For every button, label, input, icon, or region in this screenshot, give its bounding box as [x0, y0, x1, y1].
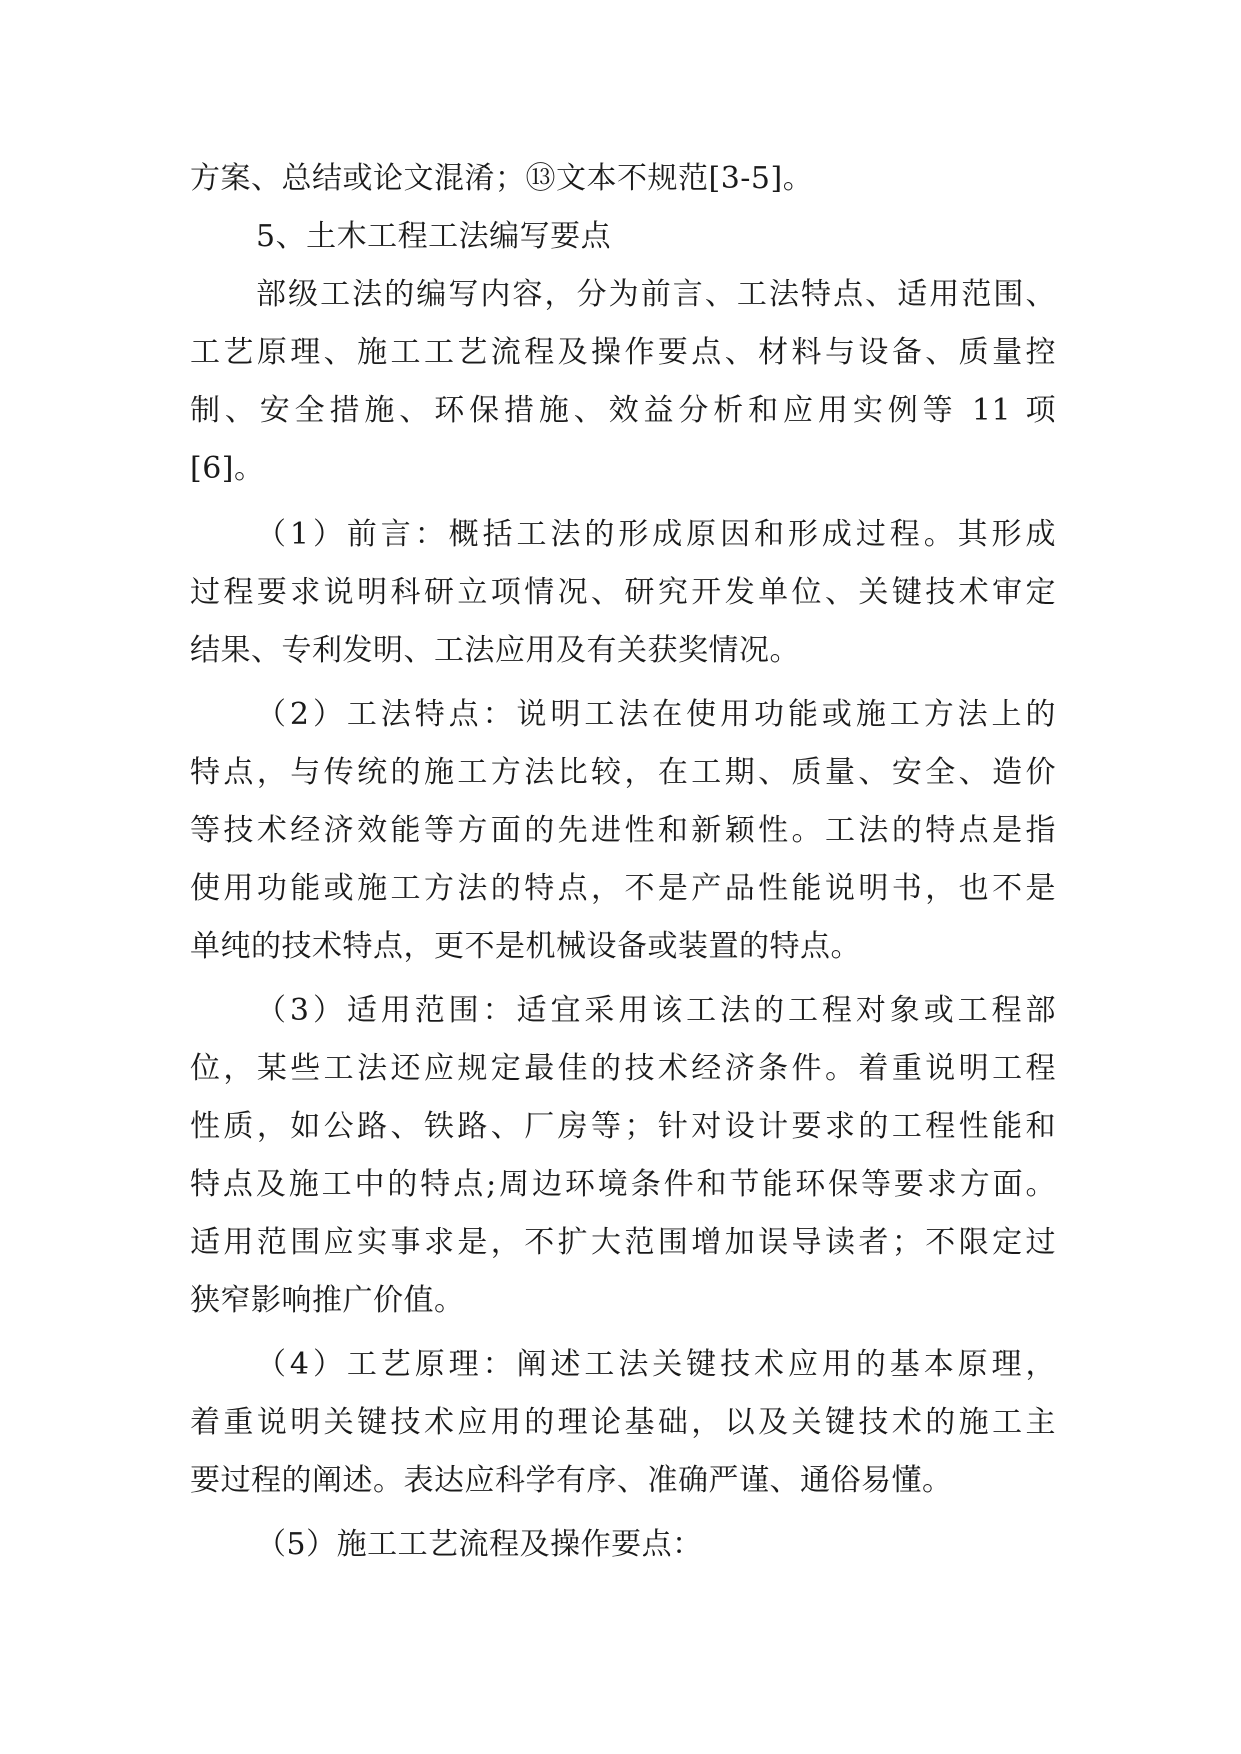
section-heading: 5、土木工程工法编写要点: [256, 219, 612, 254]
text-line: 工艺原理、施工工艺流程及操作要点、材料与设备、质量控: [190, 335, 1056, 370]
text-line: （3）适用范围：适宜采用该工法的工程对象或工程部: [256, 993, 1056, 1028]
text-line: 方案、总结或论文混淆；⑬文本不规范[3-5]。: [190, 161, 814, 196]
text-line: [6]。: [190, 451, 265, 486]
text-line: 部级工法的编写内容，分为前言、工法特点、适用范围、: [256, 277, 1056, 312]
text-line: 制、安全措施、环保措施、效益分析和应用实例等 11 项: [190, 393, 1056, 428]
text-line: （5）施工工艺流程及操作要点：: [256, 1527, 703, 1562]
text-line: 过程要求说明科研立项情况、研究开发单位、关键技术审定: [190, 575, 1056, 610]
text-line: 等技术经济效能等方面的先进性和新颖性。工法的特点是指: [190, 813, 1056, 848]
text-line: 位，某些工法还应规定最佳的技术经济条件。着重说明工程: [190, 1051, 1056, 1086]
text-line: 要过程的阐述。表达应科学有序、准确严谨、通俗易懂。: [190, 1463, 953, 1498]
text-line: 结果、专利发明、工法应用及有关获奖情况。: [190, 633, 800, 668]
document-page: [190, 150, 1056, 1574]
text-line: 单纯的技术特点，更不是机械设备或装置的特点。: [190, 929, 861, 964]
text-line: 特点，与传统的施工方法比较，在工期、质量、安全、造价: [190, 755, 1056, 790]
text-line: 使用功能或施工方法的特点，不是产品性能说明书，也不是: [190, 871, 1056, 906]
text-line: 适用范围应实事求是，不扩大范围增加误导读者；不限定过: [190, 1225, 1056, 1260]
text-line: 特点及施工中的特点;周边环境条件和节能环保等要求方面。: [190, 1167, 1056, 1202]
text-line: 狭窄影响推广价值。: [190, 1283, 465, 1318]
text-line: （1）前言：概括工法的形成原因和形成过程。其形成: [256, 517, 1056, 552]
text-line: 着重说明关键技术应用的理论基础，以及关键技术的施工主: [190, 1405, 1056, 1440]
text-line: （4）工艺原理：阐述工法关键技术应用的基本原理，: [256, 1347, 1056, 1382]
text-line: （2）工法特点：说明工法在使用功能或施工方法上的: [256, 697, 1056, 732]
text-line: 性质，如公路、铁路、厂房等；针对设计要求的工程性能和: [190, 1109, 1056, 1144]
